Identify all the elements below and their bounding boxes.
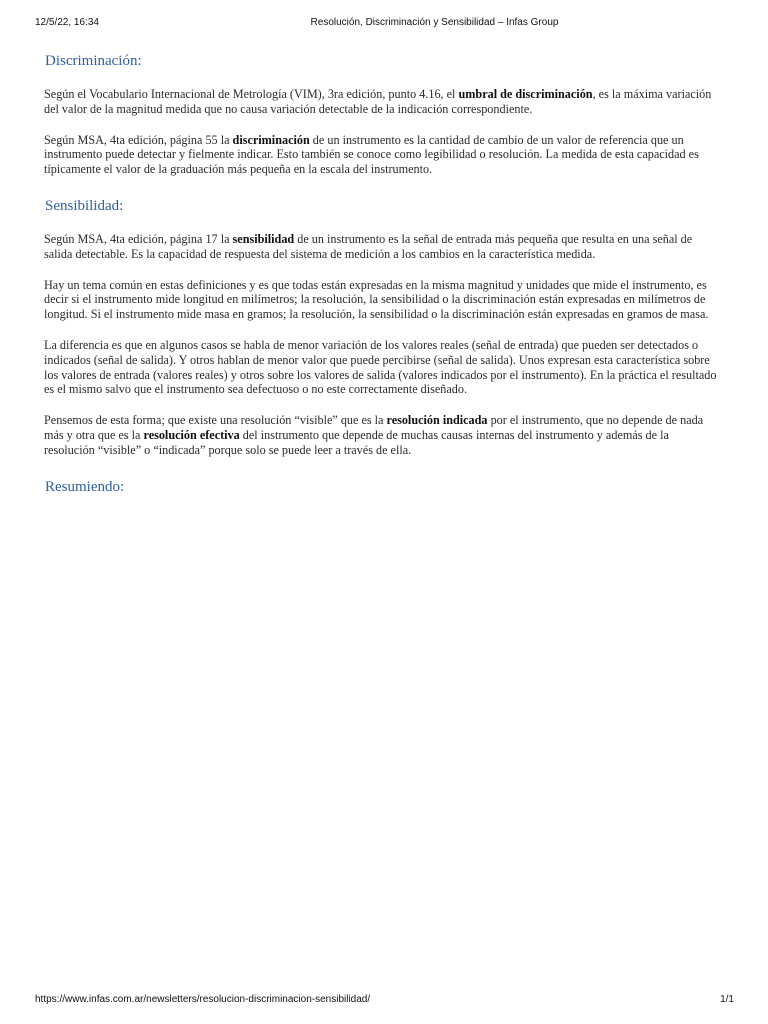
article-body [44,52,722,513]
heading-resumiendo: Resumiendo: [45,478,125,495]
term-resolucion-indicada: resolución indicada [386,413,488,428]
term-sensibilidad: sensibilidad [232,231,295,246]
term-umbral-discriminacion: umbral de discriminación [458,87,593,101]
print-url: https://www.infas.com.ar/newsletters/resolucion-discriminacion-sensibilidad/ [35,994,371,1005]
print-page-number: 1/1 [720,994,734,1005]
print-header [35,17,734,28]
paragraph-vim-definition: Según el Vocabulario Internacional de Metrología (VIM), 3ra edición, punto 4.16, el umbral de discriminación, es la máxima variación del valor de la magnitud medida que no causa variación detectable de la indicación correspondiente. [44,87,712,116]
print-page-title: Resolución, Discriminación y Sensibilidad – Infas Group [310,17,559,28]
paragraph-msa-discriminacion: Según MSA, 4ta edición, página 55 la discriminación de un instrumento es la cantidad de cambio de un valor de referencia que un instrumento puede detectar y fielmente indicar. Esto también se conoce como legibilidad o resolución. La medida de esta capacidad es típicamente el valor de la graduación más pequeña en la escala del instrumento. [44,132,699,177]
term-resolucion-efectiva: resolución efectiva [143,427,240,442]
paragraph-msa-sensibilidad: Según MSA, 4ta edición, página 17 la sensibilidad de un instrumento es la señal de entrada más pequeña que resulta en una señal de salida detectable. Es la capacidad de respuesta del sistema de medición a los cambios en la característica medida. [44,231,693,261]
heading-discriminacion: Discriminación: [45,53,142,69]
paragraph-common-theme: Hay un tema común en estas definiciones y es que todas están expresadas en la misma magnitud y unidades que mide el instrumento, es decir si el instrumento mide longitud en milímetros; la resolución, la sensibilidad o la discriminación están expresadas en milímetros de longitud. Si el instrumento mide masa en gramos; la resolución, la sensibilidad o la discriminación están expresadas en gramos de masa. [44,277,709,322]
print-datetime: 12/5/22, 16:34 [35,17,99,28]
paragraph-difference: La diferencia es que en algunos casos se habla de menor variación de los valores reales (señal de entrada) que pueden ser detectados o indicados (señal de salida). Y otros hablan de menor valor que puede percibirse (señal de salida). Unos expresan esta característica sobre los valores de entrada (valores reales) y otros sobre los valores de salida (valores indicados por el instrumento). En la práctica el resultado es el mismo salvo que el instrumento sea defectuoso o no este correctamente diseñado. [44,337,717,397]
heading-sensibilidad: Sensibilidad: [45,197,124,214]
paragraph-visible-resolution: Pensemos de esta forma; que existe una resolución “visible” que es la resolución indicada por el instrumento, que no depende de nada más y otra que es la resolución efectiva del instrumento que depende de muchas causas internas del instrumento y además de la resolución “visible” o “indicada” porque solo se puede leer a través de ella. [44,413,704,457]
print-footer [35,994,734,1005]
term-discriminacion: discriminación [232,132,310,147]
